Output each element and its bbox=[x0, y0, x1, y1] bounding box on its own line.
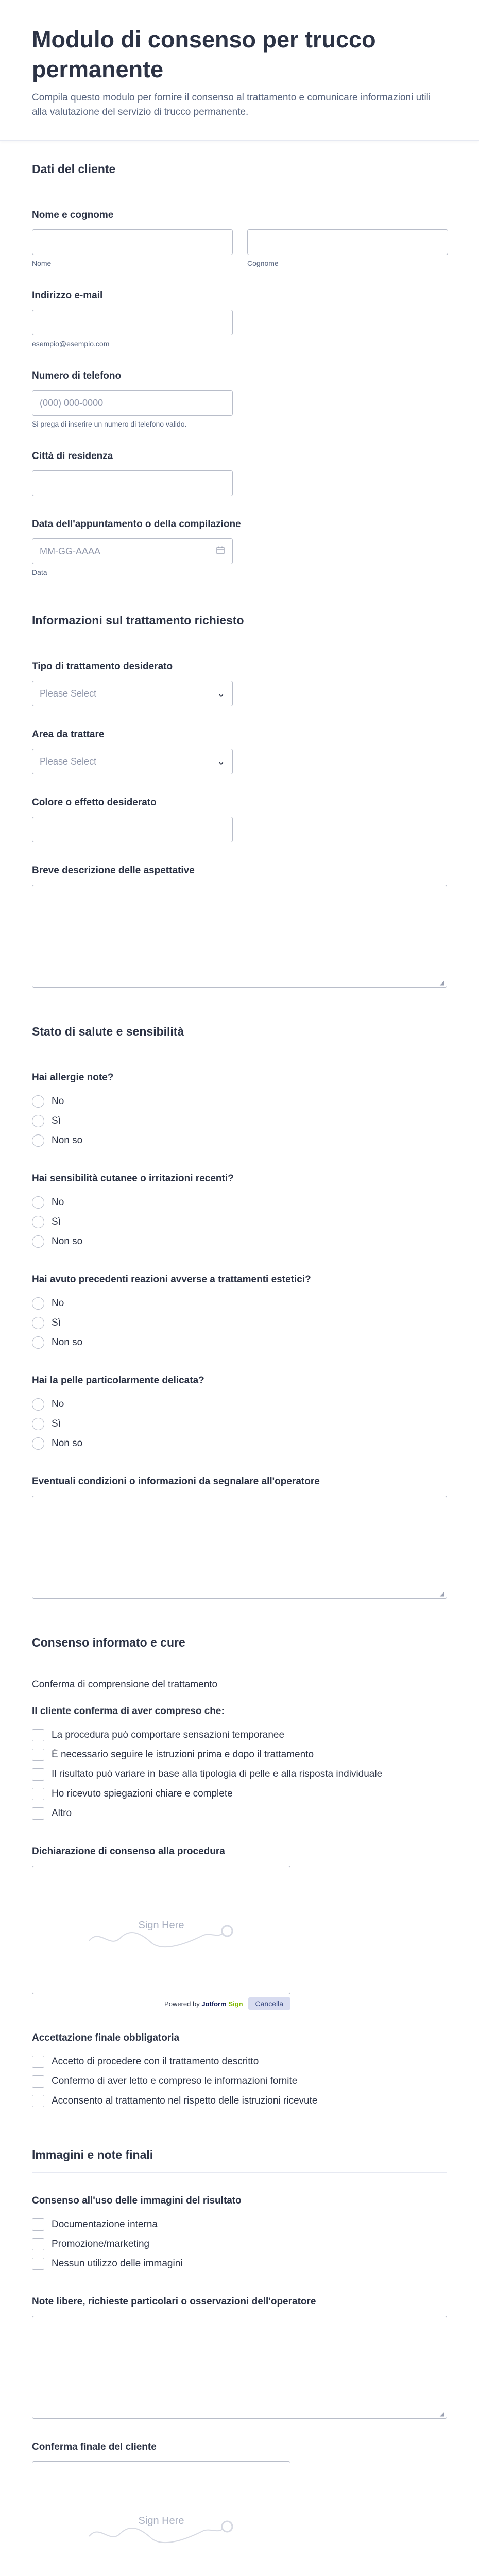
comprehension-text: Conferma di comprensione del trattamento bbox=[32, 1679, 218, 1690]
option-label: Sì bbox=[52, 1317, 61, 1328]
form-title: Modulo di consenso per trucco permanente bbox=[32, 26, 376, 82]
checkbox-option[interactable] bbox=[32, 1765, 447, 1784]
checkbox-option[interactable] bbox=[32, 1784, 447, 1804]
option-label: Nessun utilizzo delle immagini bbox=[52, 2258, 183, 2269]
name-label: Nome e cognome bbox=[32, 210, 114, 221]
checkbox[interactable] bbox=[32, 2218, 44, 2231]
chevron-down-icon: ⌄ bbox=[217, 756, 225, 767]
powered-by-text bbox=[164, 2000, 243, 2008]
option-label: Altro bbox=[52, 1808, 72, 1819]
phone-sublabel: Si prega di inserire un numero di telefono valido. bbox=[32, 420, 187, 428]
radio-button[interactable] bbox=[32, 1297, 44, 1310]
form-description: Compila questo modulo per fornire il consenso al trattamento e comunicare informazioni utili alla valutazione del servizio di trucco permanente. bbox=[32, 92, 431, 117]
email-field bbox=[32, 290, 447, 348]
notes-textarea[interactable] bbox=[32, 2316, 447, 2419]
option-label: Acconsento al trattamento nel rispetto delle istruzioni ricevute bbox=[52, 2095, 318, 2106]
area-select[interactable] bbox=[32, 749, 233, 774]
section-consent bbox=[0, 1614, 479, 2111]
section-title: Dati del cliente bbox=[32, 141, 447, 187]
checkbox-option[interactable] bbox=[32, 2091, 447, 2111]
radio-option-si[interactable] bbox=[32, 1111, 447, 1131]
signature-footer bbox=[32, 1997, 290, 2010]
checkbox-option[interactable] bbox=[32, 1745, 447, 1765]
signature-placeholder: Sign Here bbox=[138, 1920, 184, 1931]
final-signature-label: Conferma finale del cliente bbox=[32, 2442, 157, 2452]
section-health bbox=[0, 1003, 479, 1599]
first-name-col bbox=[32, 229, 233, 267]
radio-option-si[interactable] bbox=[32, 1414, 447, 1434]
date-placeholder: MM-GG-AAAA bbox=[40, 546, 101, 556]
signature-placeholder: Sign Here bbox=[138, 2515, 184, 2527]
option-label: Accetto di procedere con il trattamento descritto bbox=[52, 2056, 259, 2067]
resize-handle-icon[interactable]: ◢ bbox=[439, 1590, 444, 1597]
treatment-type-label: Tipo di trattamento desiderato bbox=[32, 661, 173, 672]
section-title: Stato di salute e sensibilità bbox=[32, 1003, 447, 1049]
first-name-sublabel: Nome bbox=[32, 259, 52, 267]
date-label: Data dell'appuntamento o della compilazione bbox=[32, 519, 241, 530]
date-field bbox=[32, 519, 447, 577]
checkbox-option[interactable] bbox=[32, 2234, 447, 2254]
reactions-field bbox=[32, 1274, 447, 1352]
resize-handle-icon[interactable]: ◢ bbox=[439, 979, 444, 986]
signature-pad[interactable] bbox=[32, 1866, 290, 1994]
phone-field bbox=[32, 370, 447, 428]
section-title: Consenso informato e cure bbox=[32, 1614, 447, 1660]
radio-button[interactable] bbox=[32, 1196, 44, 1209]
final-acceptance-field bbox=[32, 2032, 447, 2111]
radio-button[interactable] bbox=[32, 1418, 44, 1430]
last-name-input[interactable] bbox=[247, 229, 448, 255]
radio-option-nonso[interactable] bbox=[32, 1434, 447, 1453]
signature-scribble-icon bbox=[84, 1918, 238, 1954]
reactions-label: Hai avuto precedenti reazioni avverse a trattamenti estetici? bbox=[32, 1274, 311, 1285]
image-consent-label: Consenso all'uso delle immagini del risultato bbox=[32, 2195, 242, 2206]
checkbox[interactable] bbox=[32, 2075, 44, 2088]
date-input[interactable] bbox=[32, 538, 233, 564]
calendar-icon[interactable] bbox=[216, 546, 225, 557]
option-label: Il risultato può variare in base alla tipologia di pelle e alla risposta individuale bbox=[52, 1769, 383, 1780]
treatment-type-field bbox=[32, 661, 447, 706]
last-name-sublabel: Cognome bbox=[247, 259, 279, 267]
description-textarea[interactable] bbox=[32, 885, 447, 988]
checkbox[interactable] bbox=[32, 2095, 44, 2107]
radio-option-si[interactable] bbox=[32, 1212, 447, 1232]
option-label: Sì bbox=[52, 1115, 61, 1126]
name-field bbox=[32, 210, 447, 267]
conditions-textarea[interactable] bbox=[32, 1496, 447, 1599]
treatment-type-select[interactable] bbox=[32, 681, 233, 706]
radio-button[interactable] bbox=[32, 1398, 44, 1411]
name-row bbox=[32, 229, 447, 267]
city-label: Città di residenza bbox=[32, 451, 113, 462]
date-sublabel: Data bbox=[32, 568, 47, 577]
delicate-skin-label: Hai la pelle particolarmente delicata? bbox=[32, 1375, 204, 1386]
radio-option-nonso[interactable] bbox=[32, 1131, 447, 1150]
option-label: Non so bbox=[52, 1438, 83, 1449]
option-label: Confermo di aver letto e compreso le informazioni fornite bbox=[52, 2076, 298, 2087]
checkbox-option[interactable] bbox=[32, 1804, 447, 1823]
signature-pad[interactable] bbox=[32, 2461, 290, 2576]
area-label: Area da trattare bbox=[32, 729, 105, 740]
checkbox-option[interactable] bbox=[32, 2254, 447, 2274]
option-label: Sì bbox=[52, 1418, 61, 1429]
confirm-field bbox=[32, 1706, 447, 1823]
signature-scribble-icon bbox=[84, 2513, 238, 2549]
option-label: Non so bbox=[52, 1337, 83, 1348]
radio-option-no[interactable] bbox=[32, 1092, 447, 1111]
allergies-field bbox=[32, 1072, 447, 1150]
option-label: Documentazione interna bbox=[52, 2219, 158, 2230]
checkbox-option[interactable] bbox=[32, 1725, 447, 1745]
checkbox[interactable] bbox=[32, 1807, 44, 1820]
checkbox[interactable] bbox=[32, 1749, 44, 1761]
option-label: No bbox=[52, 1197, 64, 1208]
first-name-input[interactable] bbox=[32, 229, 233, 255]
consent-signature-field bbox=[32, 1846, 447, 2010]
powered-by-label: Powered by bbox=[164, 1999, 200, 2008]
radio-button[interactable] bbox=[32, 1336, 44, 1349]
radio-button[interactable] bbox=[32, 1235, 44, 1248]
conditions-label: Eventuali condizioni o informazioni da segnalare all'operatore bbox=[32, 1476, 320, 1487]
color-label: Colore o effetto desiderato bbox=[32, 797, 157, 808]
checkbox-option[interactable] bbox=[32, 2052, 447, 2072]
radio-option-nonso[interactable] bbox=[32, 1232, 447, 1251]
form-header bbox=[0, 0, 479, 141]
notes-label: Note libere, richieste particolari o osservazioni dell'operatore bbox=[32, 2296, 316, 2307]
option-label: La procedura può comportare sensazioni temporanee bbox=[52, 1730, 285, 1740]
radio-option-no[interactable] bbox=[32, 1294, 447, 1313]
allergies-label: Hai allergie note? bbox=[32, 1072, 114, 1083]
color-input[interactable] bbox=[32, 817, 233, 842]
brand-sign: Sign bbox=[228, 1999, 243, 2008]
option-label: Ho ricevuto spiegazioni chiare e complete bbox=[52, 1788, 233, 1799]
section-title: Informazioni sul trattamento richiesto bbox=[32, 592, 447, 638]
email-sublabel: esempio@esempio.com bbox=[32, 340, 110, 348]
description-field bbox=[32, 865, 447, 988]
notes-field bbox=[32, 2296, 447, 2419]
section-client-data bbox=[0, 141, 479, 577]
option-label: Promozione/marketing bbox=[52, 2239, 150, 2249]
checkbox[interactable] bbox=[32, 2258, 44, 2270]
option-label: Sì bbox=[52, 1216, 61, 1227]
checkbox[interactable] bbox=[32, 1729, 44, 1741]
checkbox[interactable] bbox=[32, 2056, 44, 2068]
description-label: Breve descrizione delle aspettative bbox=[32, 865, 195, 876]
area-field bbox=[32, 729, 447, 774]
jotform-sign-logo bbox=[201, 2000, 243, 2008]
chevron-down-icon: ⌄ bbox=[217, 688, 225, 699]
confirm-label: Il cliente conferma di aver compreso che: bbox=[32, 1706, 225, 1717]
radio-option-nonso[interactable] bbox=[32, 1333, 447, 1352]
delicate-skin-field bbox=[32, 1375, 447, 1453]
radio-button[interactable] bbox=[32, 1115, 44, 1127]
option-label: No bbox=[52, 1298, 64, 1309]
brand-main: Jotform bbox=[201, 1999, 227, 2008]
consent-signature-label: Dichiarazione di consenso alla procedura bbox=[32, 1846, 225, 1857]
resize-handle-icon[interactable]: ◢ bbox=[439, 2410, 444, 2417]
radio-button[interactable] bbox=[32, 1095, 44, 1108]
radio-button[interactable] bbox=[32, 1317, 44, 1329]
area-value: Please Select bbox=[40, 756, 97, 767]
radio-button[interactable] bbox=[32, 1134, 44, 1147]
checkbox[interactable] bbox=[32, 1768, 44, 1781]
phone-label: Numero di telefono bbox=[32, 370, 122, 381]
checkbox[interactable] bbox=[32, 1788, 44, 1800]
phone-input[interactable] bbox=[32, 390, 233, 416]
sensitivity-label: Hai sensibilità cutanee o irritazioni recenti? bbox=[32, 1173, 234, 1184]
color-field bbox=[32, 797, 447, 842]
radio-button[interactable] bbox=[32, 1216, 44, 1228]
radio-option-no[interactable] bbox=[32, 1193, 447, 1212]
radio-button[interactable] bbox=[32, 1437, 44, 1450]
treatment-type-value: Please Select bbox=[40, 688, 97, 699]
image-consent-field bbox=[32, 2195, 447, 2274]
sensitivity-field bbox=[32, 1173, 447, 1251]
option-label: No bbox=[52, 1399, 64, 1410]
checkbox-option[interactable] bbox=[32, 2072, 447, 2091]
radio-option-no[interactable] bbox=[32, 1395, 447, 1414]
section-title: Immagini e note finali bbox=[32, 2126, 447, 2173]
final-signature-field bbox=[32, 2442, 447, 2576]
final-acceptance-label: Accettazione finale obbligatoria bbox=[32, 2032, 180, 2043]
radio-option-si[interactable] bbox=[32, 1313, 447, 1333]
checkbox[interactable] bbox=[32, 2238, 44, 2250]
option-label: No bbox=[52, 1096, 64, 1107]
clear-signature-button[interactable]: Cancella bbox=[248, 1997, 290, 2010]
option-label: Non so bbox=[52, 1236, 83, 1247]
checkbox-option[interactable] bbox=[32, 2215, 447, 2234]
email-input[interactable] bbox=[32, 310, 233, 335]
comprehension-text-field bbox=[32, 1679, 447, 1690]
conditions-field bbox=[32, 1476, 447, 1599]
city-field bbox=[32, 451, 447, 496]
section-images-notes bbox=[0, 2126, 479, 2576]
last-name-col bbox=[247, 229, 448, 267]
city-input[interactable] bbox=[32, 470, 233, 496]
email-label: Indirizzo e-mail bbox=[32, 290, 103, 301]
option-label: Non so bbox=[52, 1135, 83, 1146]
phone-placeholder: (000) 000-0000 bbox=[40, 397, 104, 408]
section-treatment-info bbox=[0, 592, 479, 988]
option-label: È necessario seguire le istruzioni prima e dopo il trattamento bbox=[52, 1749, 314, 1760]
